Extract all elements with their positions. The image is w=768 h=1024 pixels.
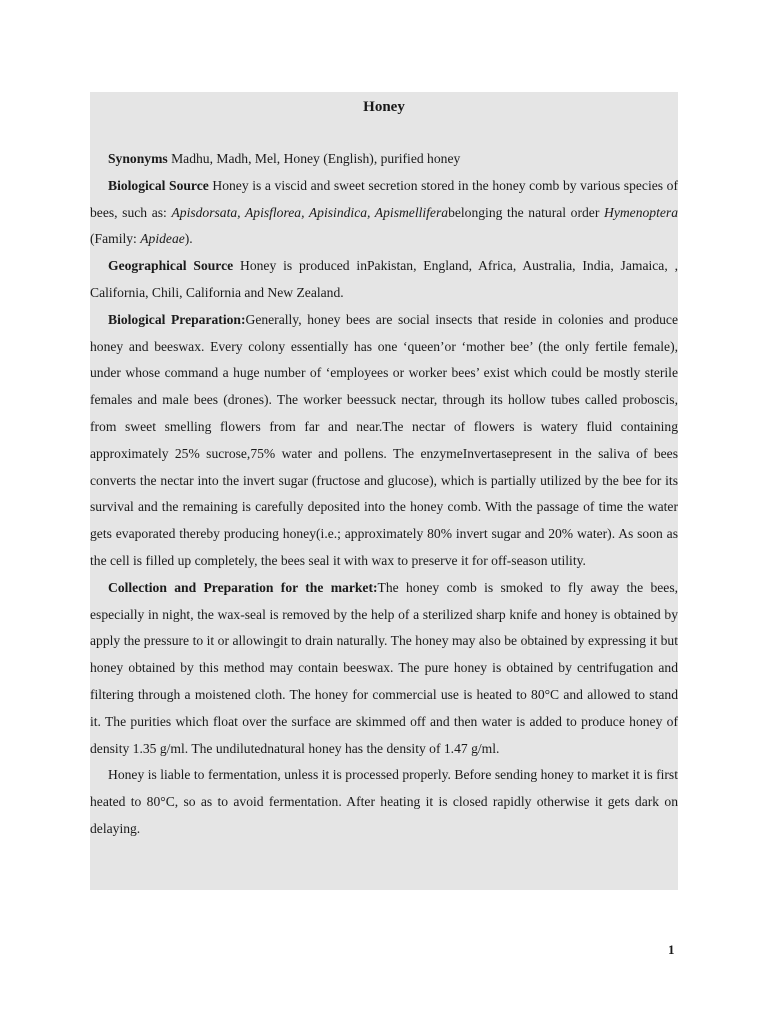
fermentation-text: Honey is liable to fermentation, unless it is processed properly. Before sending honey to market it is first heated to 80°C, so as to avoid fermentation. After heating it is closed rapidly otherwise it gets dark on delaying. xyxy=(90,767,678,836)
geographical-source-label: Geographical Source xyxy=(108,258,234,274)
biological-preparation-text: Generally, honey bees are social insects that reside in colonies and produce honey and beeswax. Every colony essentially has one ‘queen’or ‘mother bee’ (the only fertile female), under whose command a huge number of ‘employees or worker bees’ exist which could be mostly sterile females and male bees (drones). The worker beessuck nectar, through its hollow tubes called proboscis, from sweet smelling flowers from far and near.The nectar of flowers is watery fluid containing approximately 25% sucrose,75% water and pollens. The enzymeInvertasepresent in the saliva of bees converts the nectar into the invert sugar (fructose and glucose), which is partially utilized by the bee for its survival and the remaining is carefully deposited into the honey comb. With the passage of time the water gets evaporated thereby producing honey(i.e.; approximately 80% invert sugar and 20% water). As soon as the cell is filled up completely, the bees seal it with wax to preserve it for off-season utility. xyxy=(90,311,678,568)
document-body xyxy=(90,146,678,843)
collection-paragraph xyxy=(90,575,678,763)
biological-preparation-label: Biological Preparation: xyxy=(108,311,246,327)
synonyms-paragraph xyxy=(90,146,678,173)
biological-source-text-3: (Family: xyxy=(90,231,141,247)
biological-source-paragraph xyxy=(90,173,678,253)
synonyms-text: Madhu, Madh, Mel, Honey (English), purified honey xyxy=(167,151,461,166)
family-name: Apideae xyxy=(140,231,185,247)
biological-source-text-2: belonging the natural order xyxy=(448,204,604,220)
document-title: Honey xyxy=(363,99,405,115)
geographical-source-paragraph xyxy=(90,253,678,307)
fermentation-paragraph xyxy=(90,762,678,842)
collection-label: Collection and Preparation for the market: xyxy=(108,579,378,595)
bee-species-names: Apisdorsata, Apisflorea, Apisindica, Apismellifera xyxy=(171,204,449,220)
biological-source-text: Honey is a viscid and sweet secretion stored in the honey comb by various species of bees, such as: xyxy=(90,177,678,220)
biological-source-label: Biological Source xyxy=(108,177,209,193)
page-number: 1 xyxy=(668,942,675,957)
synonyms-label: Synonyms xyxy=(108,151,168,166)
collection-text: The honey comb is smoked to fly away the bees, especially in night, the wax-seal is removed by the help of a sterilized sharp knife and honey is obtained by apply the pressure to it or allowingit to drain naturally. The honey may also be obtained by expressing it but honey obtained by this method may contain beeswax. The pure honey is obtained by centrifugation and filtering through a moistened cloth. The honey for commercial use is heated to 80°C and allowed to stand it. The purities which float over the surface are skimmed off and then water is added to produce honey of density 1.35 g/ml. The undilutednatural honey has the density of 1.47 g/ml. xyxy=(90,579,679,756)
biological-source-text-4: ). xyxy=(184,231,193,247)
document-text-block xyxy=(90,92,678,890)
biological-preparation-paragraph xyxy=(90,307,678,575)
geographical-source-text: Honey is produced inPakistan, England, Africa, Australia, India, Jamaica, , California, Chili, California and New Zealand. xyxy=(90,258,678,300)
order-name: Hymenoptera xyxy=(604,204,678,220)
